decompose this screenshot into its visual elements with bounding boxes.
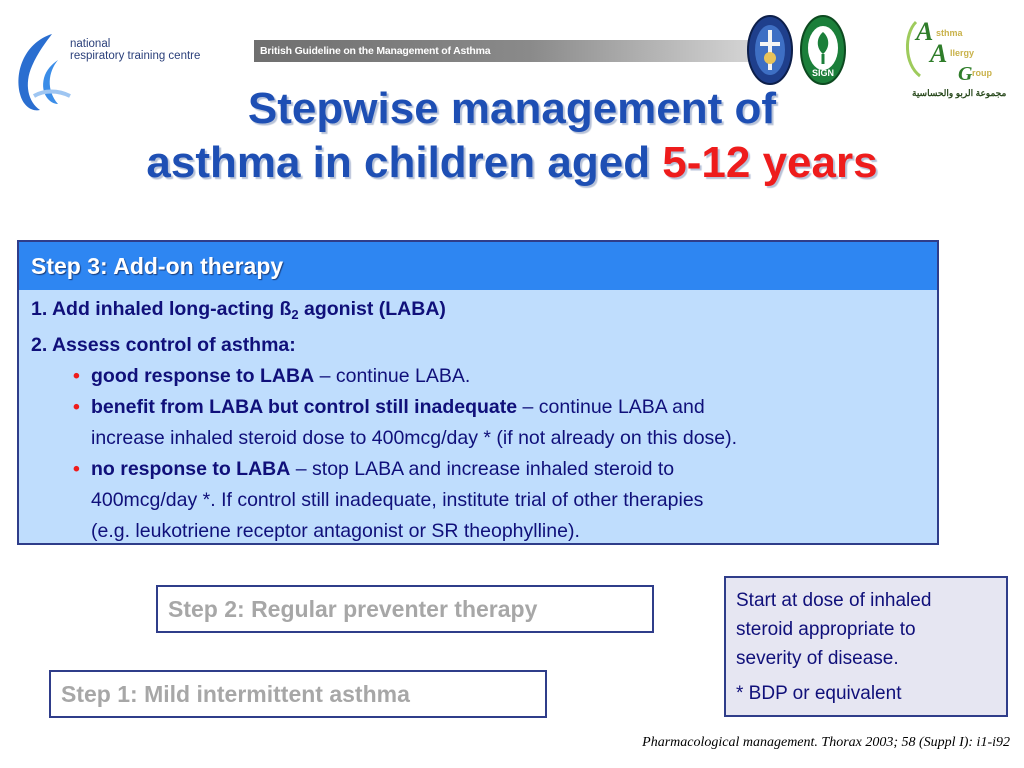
nrtc-line1: national [70,38,111,50]
sign-label: SIGN [811,68,835,78]
title-age-highlight: 5-12 years [662,138,878,187]
aag-arabic-name: مجموعة الربو والحساسية [912,88,1007,98]
note-line1: Start at dose of inhaled [736,590,932,611]
item1-subscript: 2 [291,307,299,322]
aag-letter-a2: A [930,39,948,68]
b1-bold: good response to LABA [91,365,315,387]
b2-rest: – continue LABA and [517,396,705,418]
nrtc-line2: respiratory training centre [70,50,201,62]
note-line3: severity of disease. [736,648,899,669]
aag-word-allergy: llergy [950,48,975,58]
title-line2 [0,136,1024,190]
guideline-bar: British Guideline on the Management of Asthma [254,40,756,62]
bullet-no-response [31,454,927,547]
dose-note-box [724,576,1008,717]
item1-suffix: agonist (LABA) [298,298,446,320]
aag-word-group: roup [972,68,992,78]
bullet-dot-icon: • [73,365,80,387]
bullet-dot-icon: • [73,396,80,418]
aag-letter-a1: A [916,17,934,46]
citation: Pharmacological management. Thorax 2003; 58 (Suppl I): i1-i92 [642,735,1010,750]
step3-body [31,294,927,547]
note-asterisk: * BDP or equivalent [736,683,902,704]
title-line1: Stepwise management of [247,84,777,133]
step3-item2: 2. Assess control of asthma: [31,334,296,356]
step3-item1 [31,294,927,330]
step2-box: Step 2: Regular preventer therapy [156,585,654,633]
b3-bold: no response to LABA [91,458,291,480]
bullet-good-response [31,361,927,392]
nrtc-wordmark [70,38,200,62]
title-line2-prefix: asthma in children aged [146,138,663,187]
sign-logo-icon [800,14,846,86]
b3-rest: – stop LABA and increase inhaled steroid to [290,458,675,480]
bullet-benefit-inadequate [31,392,927,454]
step1-box: Step 1: Mild intermittent asthma [49,670,547,718]
item1-prefix: 1. Add inhaled long-acting ß [31,298,292,320]
b3-line2: 400mcg/day *. If control still inadequate, institute trial of other therapies [91,489,704,511]
b2-line2: increase inhaled steroid dose to 400mcg/day * (if not already on this dose). [91,427,738,449]
note-line2: steroid appropriate to [736,619,916,640]
page-title [0,82,1024,190]
b1-rest: – continue LABA. [314,365,471,387]
step3-box [17,240,939,545]
crest-shield-icon [746,14,794,86]
aag-letter-g: G [958,63,973,85]
bullet-dot-icon: • [73,458,80,480]
step3-header: Step 3: Add-on therapy [19,242,937,290]
b2-bold: benefit from LABA but control still inadequate [91,396,518,418]
aag-word-asthma: sthma [936,28,963,38]
b3-line3: (e.g. leukotriene receptor antagonist or SR theophylline). [91,520,580,542]
